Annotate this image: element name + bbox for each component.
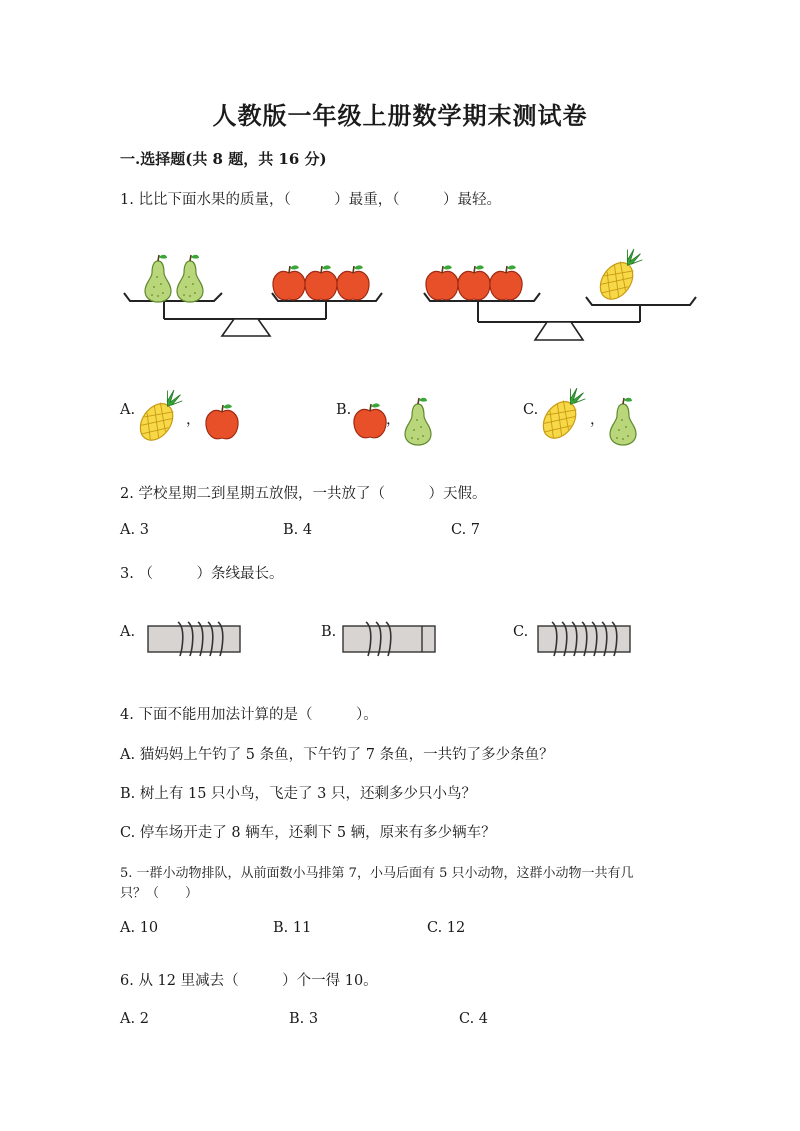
pear-icon [177, 255, 203, 302]
apple-icon [354, 403, 386, 437]
apple-icon [426, 265, 458, 299]
q6-option-a[interactable]: A. 2 [120, 1011, 149, 1027]
q2-option-c[interactable]: C. 7 [451, 522, 481, 538]
q1-option-b-separator: ， [386, 412, 401, 428]
pineapple-icon [134, 384, 189, 446]
scale-right [424, 243, 696, 340]
question-2-stem: 2. 学校星期二到星期五放假，一共放了（ ）天假。 [120, 486, 487, 502]
q2-option-a[interactable]: A. 3 [120, 522, 149, 538]
pineapple-icon [594, 243, 649, 305]
q6-option-c[interactable]: C. 4 [459, 1011, 489, 1027]
pear-icon [405, 398, 431, 445]
q6-option-b[interactable]: B. 3 [289, 1011, 319, 1027]
pear-icon [145, 255, 171, 302]
apple-icon [458, 265, 490, 299]
apple-icon [305, 265, 337, 299]
rope-bar-b [343, 622, 435, 656]
q4-option-a[interactable]: A. 猫妈妈上午钓了 5 条鱼，下午钓了 7 条鱼，一共钓了多少条鱼？ [120, 747, 554, 763]
pear-icon [610, 398, 636, 445]
q1-option-c-separator: ， [590, 412, 605, 428]
q1-option-b[interactable]: B. [336, 402, 352, 418]
q5-option-b[interactable]: B. 11 [273, 920, 312, 936]
pineapple-icon [537, 382, 592, 444]
q4-option-c[interactable]: C. 停车场开走了 8 辆车，还剩下 5 辆，原来有多少辆车？ [120, 825, 496, 841]
scale-left [124, 255, 382, 336]
rope-bar-a [148, 622, 240, 656]
q4-option-b[interactable]: B. 树上有 15 只小鸟，飞走了 3 只，还剩多少只小鸟？ [120, 786, 476, 802]
section-heading: 一.选择题(共 8 题，共 16 分) [120, 150, 327, 168]
rope-bar-c [538, 622, 630, 656]
q1-option-c[interactable]: C. [523, 402, 539, 418]
q1-option-a[interactable]: A. [120, 402, 136, 418]
q5-option-c[interactable]: C. 12 [427, 920, 466, 936]
q3-option-b[interactable]: B. [321, 624, 337, 640]
apple-icon [337, 265, 369, 299]
q1-option-a-separator: ， [186, 412, 201, 428]
q3-option-c[interactable]: C. [513, 624, 529, 640]
question-3-stem: 3. （ ）条线最长。 [120, 566, 284, 582]
apple-icon [206, 404, 238, 438]
question-1-stem: 1. 比比下面水果的质量，（ ）最重，（ ）最轻。 [120, 192, 501, 208]
q2-option-b[interactable]: B. 4 [283, 522, 313, 538]
apple-icon [490, 265, 522, 299]
question-6-stem: 6. 从 12 里减去（ ）个一得 10。 [120, 973, 378, 989]
q3-option-a[interactable]: A. [120, 624, 136, 640]
question-5-stem-line1: 5. 一群小动物排队，从前面数小马排第 7，小马后面有 5 只小动物，这群小动物一共有几 [120, 866, 634, 881]
apple-icon [273, 265, 305, 299]
question-5-stem-line2: 只？（ ） [120, 886, 199, 901]
page-title: 人教版一年级上册数学期末测试卷 [212, 101, 588, 130]
question-4-stem: 4. 下面不能用加法计算的是（ ）。 [120, 707, 378, 723]
q5-option-a[interactable]: A. 10 [120, 920, 159, 936]
